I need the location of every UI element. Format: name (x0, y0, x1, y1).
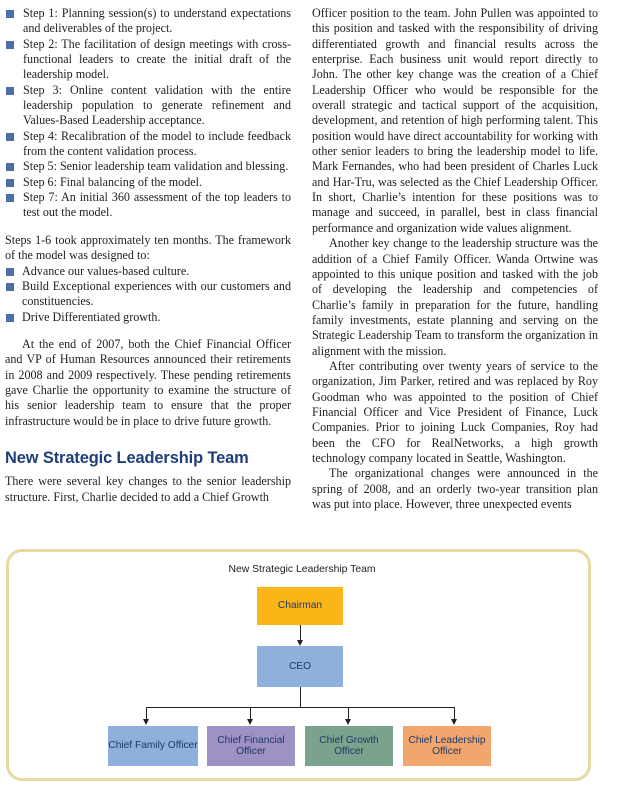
org-chart-title: New Strategic Leadership Team (228, 564, 376, 575)
chief-financial-officer-box: Chief Financial Officer (207, 726, 295, 766)
arrowhead (143, 719, 149, 725)
arrowhead (345, 719, 351, 725)
list-item: Build Exceptional experiences with our customers and constituencies. (5, 279, 291, 310)
left-column (5, 6, 291, 505)
section-intro: There were several key changes to the senior leadership structure. First, Charlie decided to add a Chief Growth (5, 474, 291, 504)
retirements-paragraph: At the end of 2007, both the Chief Financial Officer and VP of Human Resources announced their retirements in 2008 and 2009 respectively. These pending retirements gave Charlie the opportunity to examine the structure of his senior leadership team to ensure that the proper infrastructure would be in place to drive future growth. (5, 336, 291, 428)
framework-goals-list (5, 264, 291, 325)
growth-officer-paragraph: Officer position to the team. John Pullen was appointed to this position and tasked with the responsibility of driving differentiated growth and financial results across the enterprise. Each business unit would report directly to John. The other key change was the creation of a Chief Leadership Officer who would be responsible for the overall strategic and tactical support of the acquisition, development, and retention of high performing talent. This position would have direct accountability for working with other senior leaders to bring the leadership model to life. Mark Fernandes, who had been president of Charles Luck and Har-Tru, was selected as the Chief Leadership Officer. In short, Charlie’s intention for these positions was to manage and succeed, in parallel, best in class financial performance and organization wide values alignment. (312, 6, 598, 235)
right-column (312, 6, 598, 512)
project-steps-list (5, 6, 291, 221)
connector-line (146, 707, 455, 708)
chairman-box: Chairman (257, 587, 343, 625)
list-item: Step 5: Senior leadership team validation and blessing. (5, 159, 291, 174)
cfo-paragraph: After contributing over twenty years of service to the organization, Jim Parker, retired and was replaced by Roy Goodman who was appointed to the position of Chief Financial Officer and Vice President of Finance, Luck Companies. Prior to joining Luck Companies, Roy had been the CFO for RealNetworks, a high growth technology company located in Seattle, Washington. (312, 358, 598, 465)
list-item: Step 1: Planning session(s) to understand expectations and deliverables of the project. (5, 6, 291, 37)
list-item: Step 7: An initial 360 assessment of the top leaders to test out the model. (5, 190, 291, 221)
list-item: Step 3: Online content validation with the entire leadership population to generate refinement and Values-Based Leadership acceptance. (5, 83, 291, 129)
chief-leadership-officer-box: Chief Leadership Officer (403, 726, 491, 766)
family-officer-paragraph: Another key change to the leadership structure was the addition of a Chief Family Officer. Wanda Ortwine was appointed to this unique position and tasked with the job of developing the leadership and competencies of Charlie’s family in preparation for the future, handling family investments, estate planning and serving on the Strategic Leadership Team to transform the organization in alignment with the mission. (312, 236, 598, 358)
connector-line (300, 687, 301, 707)
chief-growth-officer-box: Chief Growth Officer (305, 726, 393, 766)
list-item: Step 2: The facilitation of design meetings with cross-functional leaders to create the initial draft of the leadership model. (5, 37, 291, 83)
ceo-box: CEO (257, 646, 343, 687)
transition-paragraph: The organizational changes were announced in the spring of 2008, and an orderly two-year transition plan was put into place. However, three unexpected events (312, 466, 598, 511)
list-item: Step 4: Recalibration of the model to include feedback from the content validation process. (5, 129, 291, 160)
arrowhead (247, 719, 253, 725)
chief-family-officer-box: Chief Family Officer (108, 726, 198, 766)
arrowhead (451, 719, 457, 725)
list-item: Drive Differentiated growth. (5, 310, 291, 325)
list-item: Advance our values-based culture. (5, 264, 291, 279)
list-item: Step 6: Final balancing of the model. (5, 175, 291, 190)
framework-intro: Steps 1-6 took approximately ten months. The framework of the model was designed to: (5, 232, 291, 263)
section-heading: New Strategic Leadership Team (5, 448, 249, 467)
connector-line (300, 625, 301, 640)
